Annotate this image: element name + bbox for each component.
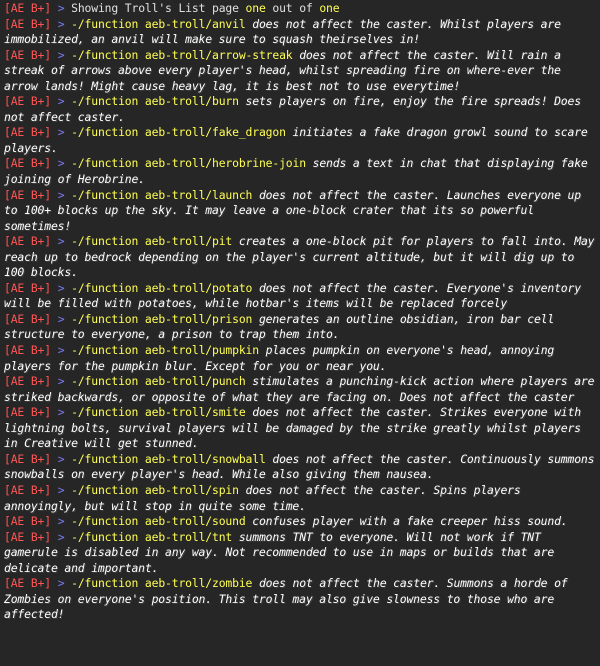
command-description: creates a one-block pit for players to fall into. May reach up to bedrock depending on the player's current altitude, but it will dig up to 100 blocks. [4, 234, 595, 280]
command-description: initiates a fake dragon growl sound to scare players. [4, 125, 588, 155]
chat-prefix: [AE B+] [4, 47, 51, 62]
chat-prefix: [AE B+] [4, 405, 51, 420]
command-description: does not affect the caster. Strikes everyone with lightning bolts, survival players will be damaged by the strike greatly whilst players in Creative will get stunned. [4, 405, 581, 451]
chat-prefix: [AE B+] [4, 529, 51, 544]
command-description: does not affect the caster. Summons a horde of Zombies on everyone's position. This troll may also give slowness to those who are affected! [4, 576, 568, 622]
chat-entry [4, 156, 597, 187]
arrow-icon: > [57, 405, 65, 420]
command-name[interactable]: -/function aeb-troll/sound [71, 514, 246, 529]
page-total: one [319, 1, 340, 15]
chat-entry [4, 125, 597, 156]
chat-prefix: [AE B+] [4, 94, 51, 109]
command-name[interactable]: -/function aeb-troll/anvil [71, 16, 246, 31]
chat-entry [4, 312, 597, 343]
chat-entry [4, 374, 597, 405]
chat-prefix: [AE B+] [4, 451, 51, 466]
chat-prefix: [AE B+] [4, 343, 51, 358]
chat-entry [4, 17, 597, 48]
chat-prefix: [AE B+] [4, 125, 51, 140]
arrow-icon: > [57, 374, 65, 389]
command-name[interactable]: -/function aeb-troll/pit [71, 234, 233, 249]
command-description: summons TNT to everyone. Will not work if TNT gamerule is disabled in any way. Not recommended to use in maps or builds that are delicate and important. [4, 529, 555, 575]
command-name[interactable]: -/function aeb-troll/fake_dragon [71, 125, 286, 140]
arrow-icon: > [57, 451, 65, 466]
chat-prefix: [AE B+] [4, 576, 51, 591]
command-description: does not affect the caster. Continuously summons snowballs on every player's head. While also giving them nausea. [4, 451, 595, 482]
page-number: one [245, 1, 266, 15]
chat-entry [4, 281, 597, 312]
chat-prefix: [AE B+] [4, 16, 51, 31]
command-name[interactable]: -/function aeb-troll/prison [71, 311, 253, 326]
chat-prefix: [AE B+] [4, 280, 51, 295]
chat-prefix: [AE B+] [4, 311, 51, 326]
arrow-icon: > [57, 514, 65, 529]
chat-entry [4, 514, 597, 530]
command-name[interactable]: -/function aeb-troll/burn [71, 94, 239, 109]
chat-prefix: [AE B+] [4, 482, 51, 497]
command-description: does not affect the caster. Everyone's inventory will be filled with potatoes, while hotbar's items will be replaced forcely [4, 280, 581, 311]
arrow-icon: > [57, 1, 65, 15]
arrow-icon: > [57, 482, 65, 497]
chat-entry [4, 452, 597, 483]
chat-entry [4, 343, 597, 374]
chat-entry [4, 94, 597, 125]
command-name[interactable]: -/function aeb-troll/arrow-streak [71, 47, 293, 62]
chat-entry [4, 234, 597, 281]
command-name[interactable]: -/function aeb-troll/potato [71, 280, 253, 295]
arrow-icon: > [57, 234, 65, 249]
command-description: sets players on fire, enjoy the fire spreads! Does not affect caster. [4, 94, 581, 124]
command-description: places pumpkin on everyone's head, annoying players for the pumpkin blur. Except for you or near you. [4, 343, 555, 373]
chat-prefix: [AE B+] [4, 374, 51, 389]
arrow-icon: > [57, 311, 65, 326]
chat-prefix: [AE B+] [4, 1, 51, 15]
chat-entry [4, 483, 597, 514]
arrow-icon: > [57, 343, 65, 358]
chat-prefix: [AE B+] [4, 187, 51, 202]
command-name[interactable]: -/function aeb-troll/punch [71, 374, 246, 389]
arrow-icon: > [57, 47, 65, 62]
command-name[interactable]: -/function aeb-troll/launch [71, 187, 253, 202]
chat-entry [4, 405, 597, 452]
command-name[interactable]: -/function aeb-troll/spin [71, 482, 239, 497]
header-mid: out of [265, 1, 320, 15]
arrow-icon: > [57, 187, 65, 202]
chat-entry [4, 576, 597, 623]
arrow-icon: > [57, 576, 65, 591]
chat-prefix: [AE B+] [4, 234, 51, 249]
command-description: stimulates a punching-kick action where players are striked backwards, or opposite of what they are facing on. Does not affect the caster [4, 374, 595, 404]
command-name[interactable]: -/function aeb-troll/zombie [71, 576, 253, 591]
command-description: does not affect the caster. Launches everyone up to 100+ blocks up the sky. It may leave a one-block crater that its so powerful sometimes! [4, 187, 581, 233]
arrow-icon: > [57, 156, 65, 171]
command-name[interactable]: -/function aeb-troll/herobrine-join [71, 156, 306, 171]
arrow-icon: > [57, 94, 65, 109]
arrow-icon: > [57, 16, 65, 31]
chat-header-line [4, 1, 597, 17]
command-description: does not affect the caster. Spins players annoyingly, but will stop in quite some time. [4, 482, 521, 513]
chat-entry [4, 48, 597, 95]
arrow-icon: > [57, 280, 65, 295]
command-description: does not affect the caster. Whilst players are immobilized, an anvil will make sure to squash theirselves in! [4, 16, 561, 47]
entries-list [4, 17, 597, 623]
chat-entry [4, 530, 597, 577]
command-description: generates an outline obsidian, iron bar cell structure to everyone, a prison to trap them into. [4, 311, 555, 342]
chat-prefix: [AE B+] [4, 514, 51, 529]
command-description: does not affect the caster. Will rain a streak of arrows above every player's head, whilst spreading fire on where-ever the arrow lands! Might cause heavy lag, it is best not to use everytime! [4, 47, 561, 93]
command-name[interactable]: -/function aeb-troll/snowball [71, 451, 266, 466]
arrow-icon: > [57, 529, 65, 544]
chat-entry [4, 188, 597, 235]
command-name[interactable]: -/function aeb-troll/pumpkin [71, 343, 259, 358]
command-description: confuses player with a fake creeper hiss sound. [252, 514, 568, 529]
chat-prefix: [AE B+] [4, 156, 51, 171]
command-name[interactable]: -/function aeb-troll/tnt [71, 529, 233, 544]
header-text: Showing Troll's List page [71, 1, 246, 15]
command-name[interactable]: -/function aeb-troll/smite [71, 405, 246, 420]
arrow-icon: > [57, 125, 65, 140]
command-description: sends a text in chat that displaying fake joining of Herobrine. [4, 156, 588, 187]
